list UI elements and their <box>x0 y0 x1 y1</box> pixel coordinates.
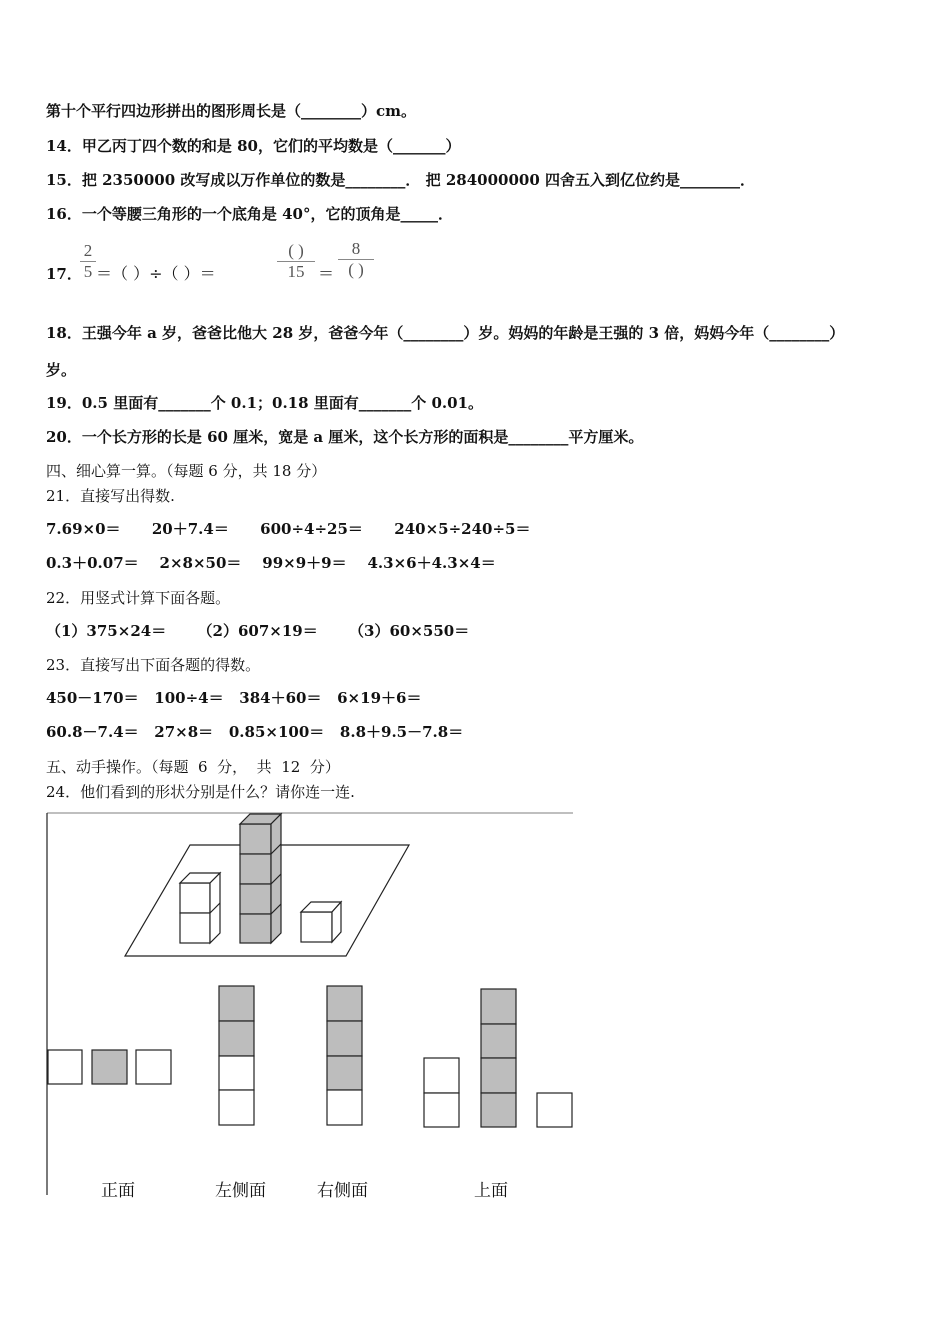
left-cube-stack <box>180 873 220 943</box>
caption-top: 上面 <box>474 1181 508 1201</box>
question-23-row-1: 450－170＝ 100÷4＝ 384＋60＝ 6×19＋6＝ <box>46 689 422 707</box>
question-17-equals: ＝ <box>318 264 335 283</box>
section-5-heading: 五、动手操作。（每题 6 分， 共 12 分） <box>46 758 340 776</box>
question-15: 15．把 2350000 改写成以万作单位的数是________． 把 284000000 四舍五入到亿位约是________． <box>46 171 755 189</box>
question-18-cont: 岁。 <box>46 361 77 379</box>
question-13-tail: 第十个平行四边形拼出的图形周长是（________）cm。 <box>46 102 417 120</box>
question-24: 24．他们看到的形状分别是什么？请你连一连. <box>46 783 355 801</box>
view-option-column-b <box>327 986 362 1125</box>
fraction-numerator: 8 <box>351 239 361 258</box>
question-23: 23．直接写出下面各题的得数。 <box>46 656 261 674</box>
fraction-numerator: 2 <box>83 241 93 260</box>
question-16: 16．一个等腰三角形的一个底角是 40°，它的顶角是_____． <box>46 205 453 223</box>
question-22: 22．用竖式计算下面各题。 <box>46 589 231 607</box>
question-20: 20．一个长方形的长是 60 厘米，宽是 a 厘米，这个长方形的面积是________平方厘米。 <box>46 428 644 446</box>
view-option-row <box>48 1050 171 1084</box>
right-cube <box>301 902 341 942</box>
caption-left-side: 左侧面 <box>215 1181 266 1201</box>
caption-right-side: 右侧面 <box>317 1181 368 1201</box>
middle-cube-stack <box>240 814 281 943</box>
question-22-items: （1）375×24＝ （2）607×19＝ （3）60×550＝ <box>46 622 470 640</box>
question-23-row-2: 60.8－7.4＝ 27×8＝ 0.85×100＝ 8.8＋9.5－7.8＝ <box>46 723 464 741</box>
fraction-numerator: ( ) <box>288 241 304 260</box>
view-option-mixed <box>424 989 572 1127</box>
fraction-denominator: 15 <box>287 262 305 281</box>
question-21-row-2: 0.3＋0.07＝ 2×8×50＝ 99×9＋9＝ 4.3×6＋4.3×4＝ <box>46 554 496 572</box>
view-option-column-a <box>219 986 254 1125</box>
question-17-prefix: 17． <box>46 265 82 283</box>
question-19: 19．0.5 里面有_______个 0.1；0.18 里面有_______个 0.01。 <box>46 394 484 412</box>
question-17-middle: ＝（ ）÷（ ）＝ <box>96 264 216 283</box>
section-4-heading: 四、细心算一算。（每题 6 分，共 18 分） <box>46 462 327 480</box>
fraction-denominator: 5 <box>83 262 93 281</box>
fraction-denominator: ( ) <box>348 260 364 279</box>
question-14: 14．甲乙丙丁四个数的和是 80，它们的平均数是（_______） <box>46 137 461 155</box>
question-21: 21．直接写出得数. <box>46 487 175 505</box>
caption-front: 正面 <box>101 1181 135 1201</box>
question-18: 18．王强今年 a 岁，爸爸比他大 28 岁，爸爸今年（________）岁。妈妈的年龄是王强的 3 倍，妈妈今年（________） <box>46 324 845 342</box>
question-21-row-1: 7.69×0＝ 20＋7.4＝ 600÷4÷25＝ 240×5÷240÷5＝ <box>46 520 531 538</box>
